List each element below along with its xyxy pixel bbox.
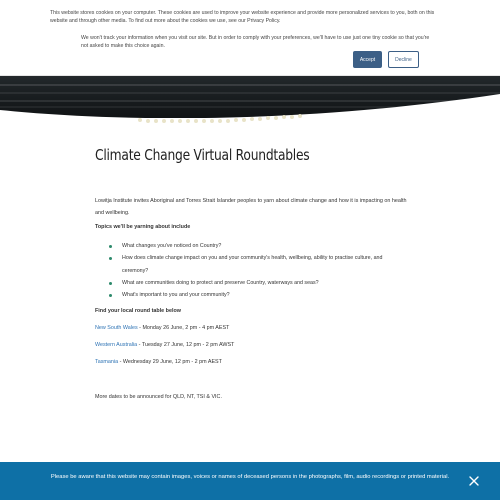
list-item: How does climate change impact on you and your community's health, wellbeing, ability to practise culture, and ceremony?	[109, 252, 409, 277]
wa-details: - Tuesday 27 June, 12 pm - 2 pm AWST	[137, 342, 235, 348]
nsw-details: - Monday 26 June, 2 pm - 4 pm AEST	[137, 325, 230, 331]
cookie-text: This website stores cookies on your computer. These cookies are used to improve your website experience and provide more personalized services to you, both on this website and through other media. To find out more about the cookies we use, see our Privacy Policy.	[50, 10, 435, 24]
roundtable-nsw	[95, 325, 229, 331]
topics-list	[109, 240, 409, 301]
topics-heading: Topics we'll be yarning about include	[95, 224, 191, 230]
accept-button[interactable]: Accept	[353, 51, 382, 68]
list-item: What changes you've noticed on Country?	[109, 240, 409, 252]
tas-link[interactable]: Tasmania	[95, 359, 119, 365]
close-icon[interactable]	[468, 475, 480, 487]
tas-details: - Wednesday 29 June, 12 pm - 2 pm AEST	[118, 359, 222, 365]
cultural-notice-banner	[0, 462, 500, 500]
roundtable-tas	[95, 359, 222, 365]
roundtable-wa	[95, 342, 234, 348]
nsw-link[interactable]: New South Wales	[95, 325, 138, 331]
intro-text: Lowitja Institute invites Aboriginal and Torres Strait Islander peoples to yarn about climate change and how it is impacting on health and wellbeing.	[95, 198, 407, 216]
wa-link[interactable]: Western Australia	[95, 342, 138, 348]
list-item: What's important to you and your community?	[109, 289, 409, 301]
more-dates-text: More dates to be announced for QLD, NT, TSI & VIC.	[95, 394, 222, 400]
decline-button[interactable]: Decline	[388, 51, 419, 68]
list-item: What are communities doing to protect and preserve Country, waterways and seas?	[109, 277, 409, 289]
cookie-banner	[0, 0, 500, 76]
notice-text: Please be aware that this website may contain images, voices or names of deceased persons in the photographs, film, audio recordings or printed material.	[50, 474, 450, 480]
dot-pattern	[0, 112, 500, 126]
page-title: Climate Change Virtual Roundtables	[95, 146, 310, 164]
cookie-tracking-text: We won't track your information when you visit our site. But in order to comply with your preferences, we'll have to use just one tiny cookie so that you're not asked to make this choice again.	[81, 35, 430, 49]
main-content	[95, 146, 415, 400]
find-heading: Find your local round table below	[95, 308, 181, 314]
